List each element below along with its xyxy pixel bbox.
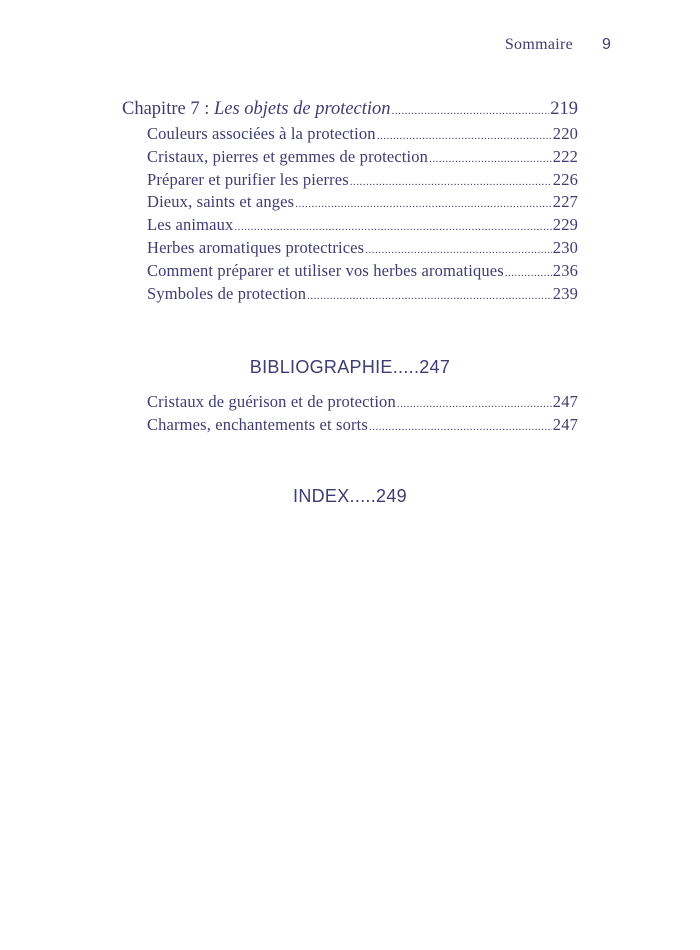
toc-entry-title: Dieux, saints et anges xyxy=(147,192,295,212)
chapter-label: Chapitre 7 : xyxy=(122,99,210,119)
dot-leader xyxy=(377,125,552,148)
dot-leader xyxy=(350,171,552,194)
toc-entry-title: Comment préparer et utiliser vos herbes aromatiques xyxy=(147,260,504,280)
dot-leader xyxy=(392,97,550,125)
toc-entry-title: Cristaux de guérison et de protection xyxy=(147,392,396,411)
page-number: 9 xyxy=(602,36,611,53)
chapter-title: Les objets de protection xyxy=(213,99,391,119)
toc-entry-page: 229 xyxy=(552,215,578,235)
chapter-subentries xyxy=(122,123,578,305)
toc-entry-title: Charmes, enchantements et sorts xyxy=(147,414,368,434)
toc-entry-page: 247 xyxy=(552,392,578,411)
chapter-entry[interactable] xyxy=(122,95,578,123)
toc-entry-page: 236 xyxy=(552,260,578,280)
dot-leader xyxy=(369,416,552,439)
toc-entry-title: Préparer et purifier les pierres xyxy=(147,169,349,189)
toc-entry[interactable] xyxy=(147,260,578,283)
toc-entry[interactable] xyxy=(147,283,578,306)
toc-entry-page: 230 xyxy=(552,237,578,257)
running-head xyxy=(0,36,700,58)
toc-entry[interactable] xyxy=(147,391,578,414)
toc-entry-title: Les animaux xyxy=(147,215,234,235)
index-heading[interactable]: INDEX.....249 xyxy=(293,486,407,506)
toc-entry-title: Symboles de protection xyxy=(147,283,307,303)
toc-entry[interactable] xyxy=(147,237,578,260)
toc-entry-page: 239 xyxy=(552,283,578,303)
table-of-contents xyxy=(122,95,578,305)
toc-entry-page: 227 xyxy=(552,192,578,212)
running-head-title: Sommaire xyxy=(504,36,573,53)
dot-leader xyxy=(397,393,552,416)
toc-entry-page: 220 xyxy=(552,124,578,143)
chapter-page: 219 xyxy=(550,99,578,119)
toc-entry-title: Herbes aromatiques protectrices xyxy=(147,237,365,257)
toc-entry-page: 226 xyxy=(552,169,578,189)
dot-leader xyxy=(505,262,552,285)
toc-entry[interactable] xyxy=(147,123,578,146)
toc-entry[interactable] xyxy=(147,169,578,192)
toc-entry-title: Cristaux, pierres et gemmes de protection xyxy=(147,146,429,166)
dot-leader xyxy=(365,239,552,262)
toc-entry[interactable] xyxy=(147,191,578,214)
toc-entry[interactable] xyxy=(147,214,578,237)
toc-entry-page: 222 xyxy=(552,146,578,166)
toc-entry-page: 247 xyxy=(552,414,578,434)
dot-leader xyxy=(234,216,551,239)
toc-entry[interactable] xyxy=(147,414,578,437)
dot-leader xyxy=(295,193,552,216)
toc-entry[interactable] xyxy=(147,146,578,169)
dot-leader xyxy=(307,285,552,308)
dot-leader xyxy=(429,148,552,171)
bibliography-heading[interactable]: BIBLIOGRAPHIE.....247 xyxy=(249,357,451,377)
bibliography-entries xyxy=(147,391,578,437)
toc-entry-title: Couleurs associées à la protection xyxy=(147,124,376,143)
